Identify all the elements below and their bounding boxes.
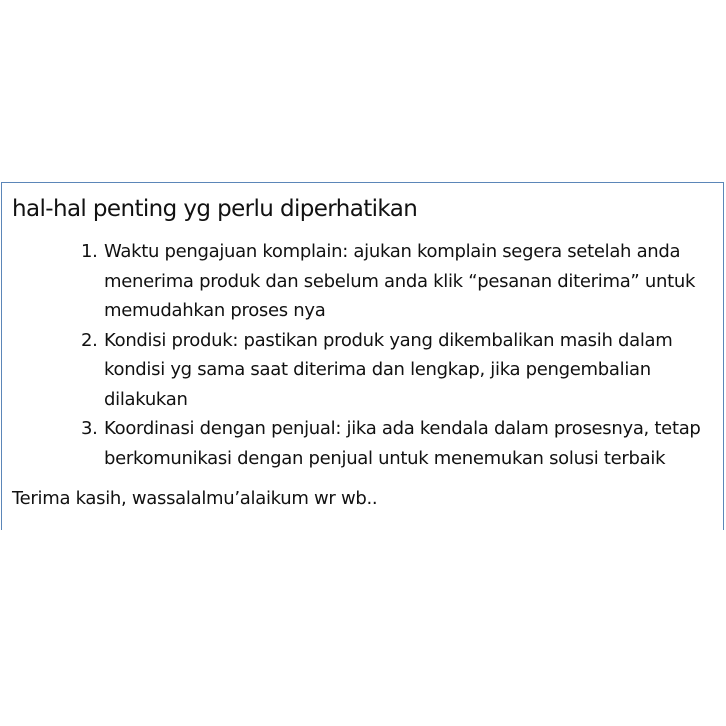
list-item-text: Kondisi produk: pastikan produk yang dikembalikan masih dalam kondisi yg sama saat diterima dan lengkap, jika pengembalian dilakukan <box>104 329 673 410</box>
list-item-text: Koordinasi dengan penjual: jika ada kendala dalam prosesnya, tetap berkomunikasi dengan penjual untuk menemukan solusi terbaik <box>104 418 701 469</box>
list-item-number: 2. <box>81 329 98 351</box>
document-heading: hal-hal penting yg perlu diperhatikan <box>12 196 418 222</box>
text-box <box>1 182 724 530</box>
list-item <box>2 414 723 473</box>
list-item <box>2 326 723 415</box>
list-item-text: Waktu pengajuan komplain: ajukan komplain segera setelah anda menerima produk dan sebelum anda klik “pesanan diterima” untuk memudahkan proses nya <box>104 241 696 321</box>
list-item <box>2 237 723 326</box>
list-item-number: 3. <box>81 418 98 439</box>
important-points-list <box>2 237 723 473</box>
list-item-number: 1. <box>81 241 98 262</box>
closing-line: Terima kasih, wassalalmu’alaikum wr wb.. <box>12 488 378 509</box>
